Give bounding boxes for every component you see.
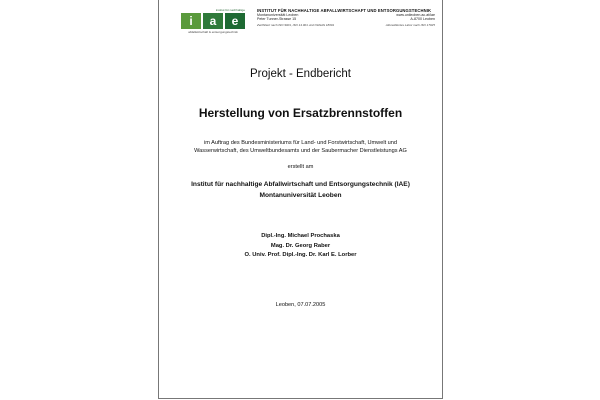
- place-and-date: Leoben, 07.07.2005: [275, 302, 326, 308]
- report-commission: im Auftrag des Bundesministeriums für Land- und Forstwirtschaft, Umwelt und Wasserwirtschaft, des Umweltbundesamts und der Saubermacher Dienstleistungs AG: [194, 140, 407, 154]
- letterhead-cert-row: [257, 23, 435, 27]
- logo-letter-a: a: [203, 13, 223, 29]
- created-by-label: erstellt am: [287, 164, 314, 170]
- university-name-line: Montanuniversität Leoben: [259, 191, 342, 199]
- author-name: Dipl.-Ing. Michael Prochaska: [261, 233, 340, 239]
- address-city: A-8700 Leoben: [410, 17, 435, 22]
- report-kind: Projekt - Endbericht: [250, 68, 351, 80]
- letterhead-address-row-2: [257, 17, 435, 21]
- author-name: Mag. Dr. Georg Raber: [270, 242, 331, 249]
- iae-logo: [181, 8, 245, 34]
- logo-bottom-text: abfallwirtschaft & entsorgungstechnik: [188, 30, 238, 34]
- logo-letter-i: i: [181, 13, 201, 29]
- document-page: [158, 0, 443, 399]
- accreditation-text: Akkreditiertes Labor nach ISO 17025: [385, 22, 435, 27]
- address-university: Montanuniversität Leoben: [257, 13, 299, 17]
- logo-letters: [181, 13, 245, 29]
- author-institute: [159, 180, 442, 201]
- author-list: [159, 232, 442, 261]
- report-title: Herstellung von Ersatzbrennstoffen: [198, 106, 403, 120]
- logo-top-text: institut für nachhaltige: [215, 8, 245, 12]
- institute-name-line: Institut für nachhaltige Abfallwirtschaft und Entsorgungstechnik (IAE): [191, 181, 410, 188]
- letterhead-institute-name: INSTITUT FÜR NACHHALTIGE ABFALLWIRTSCHAFT UND ENTSORGUNGSTECHNIK: [257, 8, 432, 13]
- author-name: O. Univ. Prof. Dipl.-Ing. Dr. Karl E. Lorber: [244, 252, 357, 258]
- address-website: www.unileoben.ac.at/iae: [396, 13, 435, 17]
- address-street: Peter Tunner-Strasse 15: [257, 17, 297, 22]
- logo-letter-e: e: [225, 13, 245, 29]
- certification-text: Zertifiziert nach ISO 9001, ISO 14.001 und OHSAS 18001: [257, 22, 335, 27]
- letterhead: [257, 8, 435, 27]
